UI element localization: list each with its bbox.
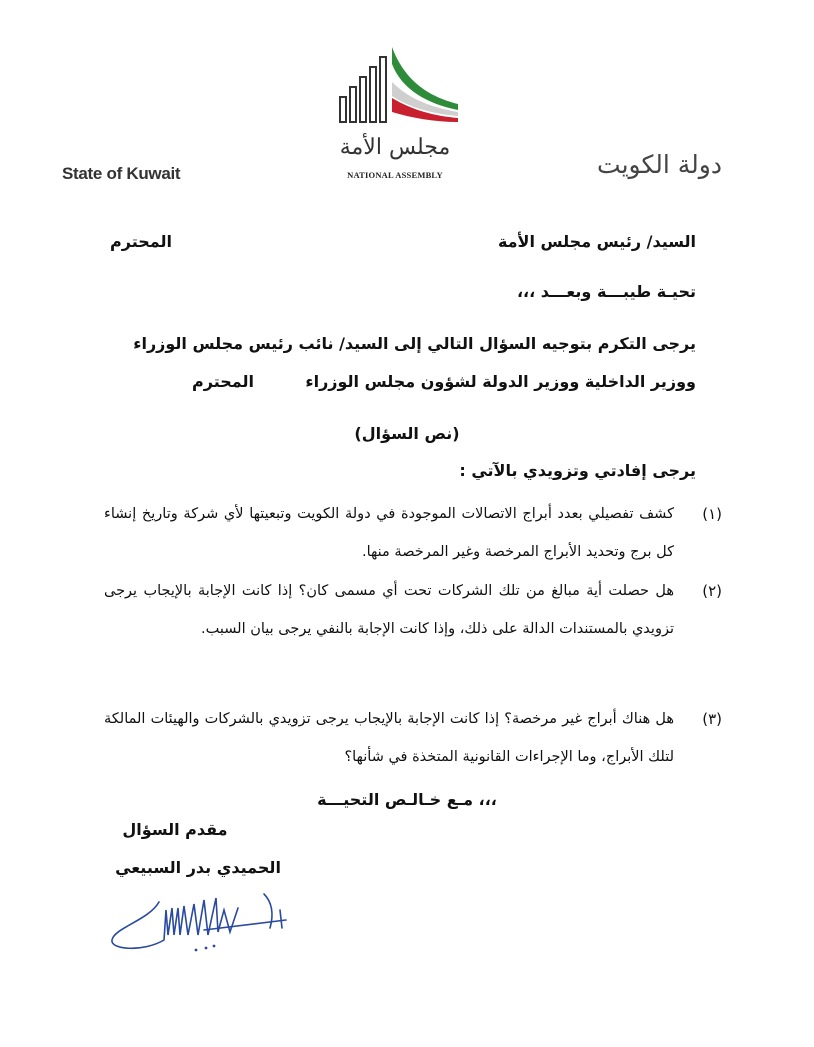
handwritten-signature	[104, 880, 304, 970]
national-assembly-logo	[330, 42, 460, 182]
request-line-1: يرجى التكرم بتوجيه السؤال التالي إلى السيد/ نائب رئيس مجلس الوزراء	[133, 334, 696, 353]
request-honorific: المحترم	[192, 372, 254, 391]
greeting: تحيـة طيبـــة وبعـــد ،،،	[516, 282, 696, 301]
addressee-line: السيد/ رئيس مجلس الأمة	[497, 232, 696, 251]
national-assembly-english: NATIONAL ASSEMBLY	[347, 170, 443, 180]
state-of-kuwait-english: State of Kuwait	[62, 164, 181, 183]
item-number: (٢)	[702, 582, 722, 600]
state-of-kuwait-arabic: دولة الكويت	[597, 150, 722, 179]
closing: مـع خـالـص التحيـــة ،،،	[317, 790, 497, 809]
question-title: (نص السؤال)	[354, 424, 460, 443]
submitter-name: الحميدي بدر السبيعي	[115, 858, 281, 877]
request-line-2: ووزير الداخلية ووزير الدولة لشؤون مجلس الوزراء	[305, 372, 696, 391]
submitter-label: مقدم السؤال	[122, 820, 228, 839]
addressee-honorific: المحترم	[110, 232, 172, 251]
national-assembly-arabic: مجلس الأمة	[339, 135, 451, 160]
item-number: (١)	[702, 505, 722, 523]
item-number: (٣)	[702, 710, 722, 728]
list-item: هل حصلت أية مبالغ من تلك الشركات تحت أي مسمى كان؟ إذا كانت الإجابة بالإيجاب يرجى تزويدي بالمستندات الدالة على ذلك، وإذا كانت الإجابة بالنفي يرجى بيان السبب.	[104, 583, 674, 637]
question-intro: يرجى إفادتي وتزويدي بالآتي :	[459, 461, 696, 480]
list-item: هل هناك أبراج غير مرخصة؟ إذا كانت الإجابة بالإيجاب يرجى تزويدي بالشركات والهيئات المالكة لتلك الأبراج، وما الإجراءات القانونية المتخذة في شأنها؟	[104, 711, 674, 765]
list-item: كشف تفصيلي بعدد أبراج الاتصالات الموجودة في دولة الكويت وتبعيتها لأي شركة وتاريخ إنشاء كل برج وتحديد الأبراج المرخصة وغير المرخصة منها.	[104, 506, 674, 560]
